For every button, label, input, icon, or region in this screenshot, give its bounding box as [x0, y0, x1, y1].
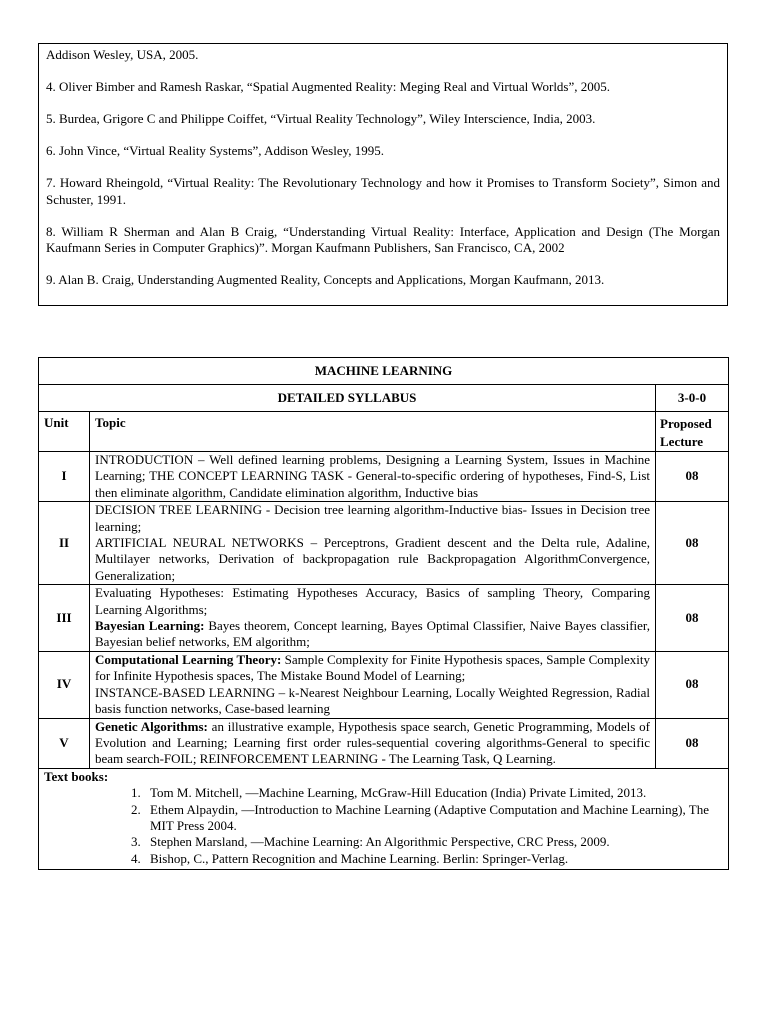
unit-number: II: [39, 502, 90, 585]
topic-heading: Computational Learning Theory:: [95, 651, 282, 667]
topic-paragraph: [95, 618, 650, 651]
reference-item: Addison Wesley, USA, 2005.: [46, 47, 199, 62]
column-header-unit: Unit: [39, 412, 90, 452]
textbooks-list: [44, 785, 723, 867]
topic-paragraph: [95, 535, 650, 584]
lecture-count: 08: [656, 718, 729, 768]
lecture-count: 08: [656, 502, 729, 585]
list-item: 2. Ethem Alpaydin, —Introduction to Machine Learning (Adaptive Computation and Machine Learning), The MIT Press 2004.: [144, 802, 723, 835]
references-box: [38, 43, 728, 306]
list-item: 1. Tom M. Mitchell, —Machine Learning, McGraw-Hill Education (India) Private Limited, 2013.: [144, 785, 723, 801]
topic-text: an illustrative example, Hypothesis space search, Genetic Programming, Models of Evolution and Learning; Learning first order rules-sequential covering algorithms-General to specific beam search-FOIL; REINFORCEMENT LEARNING - The Learning Task, Q Learning.: [95, 718, 650, 767]
unit-topic: [90, 585, 656, 652]
credits: 3-0-0: [656, 385, 729, 412]
table-row: [39, 651, 729, 718]
unit-number: IV: [39, 651, 90, 718]
topic-paragraph: [95, 502, 650, 535]
syllabus-table: [38, 357, 729, 870]
table-row: [39, 502, 729, 585]
reference-item: 7. Howard Rheingold, “Virtual Reality: The Revolutionary Technology and how it Promises to Transform Society”, Simon and Schuster, 1991.: [46, 175, 720, 207]
topic-text: INTRODUCTION – Well defined learning problems, Designing a Learning System, Issues in Machine Learning; THE CONCEPT LEARNING TASK - General-to-specific ordering of hypotheses, Find-S, List then eliminate algorithm, Candidate elimination algorithm, Inductive bias: [95, 452, 650, 500]
unit-topic: [90, 502, 656, 585]
reference-item: 5. Burdea, Grigore C and Philippe Coiffet, “Virtual Reality Technology”, Wiley Interscience, India, 2003.: [46, 111, 596, 126]
column-header-lecture: Proposed Lecture: [656, 412, 729, 452]
reference-item: 9. Alan B. Craig, Understanding Augmented Reality, Concepts and Applications, Morgan Kaufmann, 2013.: [46, 272, 605, 287]
unit-topic: [90, 718, 656, 768]
reference-item: 6. John Vince, “Virtual Reality Systems”, Addison Wesley, 1995.: [46, 143, 385, 158]
textbooks-title: Text books:: [44, 768, 109, 784]
topic-heading: Genetic Algorithms:: [95, 718, 208, 734]
unit-number: I: [39, 452, 90, 502]
topic-paragraph: [95, 652, 650, 685]
textbooks-section: [39, 768, 729, 869]
topic-paragraph: [95, 685, 650, 718]
course-title: MACHINE LEARNING: [39, 358, 729, 385]
topic-text: Evaluating Hypotheses: Estimating Hypotheses Accuracy, Basics of sampling Theory, Comparing Learning Algorithms;: [95, 585, 650, 617]
unit-number: III: [39, 585, 90, 652]
topic-heading: Bayesian Learning:: [95, 618, 205, 634]
lecture-count: 08: [656, 452, 729, 502]
table-row: [39, 585, 729, 652]
topic-text: ARTIFICIAL NEURAL NETWORKS – Perceptrons, Gradient descent and the Delta rule, Adaline, Multilayer networks, Derivation of backpropagation rule Backpropagation AlgorithmConvergence, Generalization;: [95, 535, 650, 583]
topic-paragraph: [95, 585, 650, 618]
topic-paragraph: [95, 719, 650, 768]
topic-paragraph: [95, 452, 650, 501]
list-item: 4. Bishop, C., Pattern Recognition and Machine Learning. Berlin: Springer-Verlag.: [144, 851, 723, 867]
unit-topic: [90, 452, 656, 502]
list-item: 3. Stephen Marsland, —Machine Learning: An Algorithmic Perspective, CRC Press, 2009.: [144, 834, 723, 850]
unit-topic: [90, 651, 656, 718]
lecture-count: 08: [656, 651, 729, 718]
topic-text: DECISION TREE LEARNING - Decision tree learning algorithm-Inductive bias- Issues in Decision tree learning;: [95, 502, 650, 534]
table-row: [39, 452, 729, 502]
topic-text: Bayes theorem, Concept learning, Bayes Optimal Classifier, Naive Bayes classifier, Bayesian belief networks, EM algorithm;: [95, 618, 650, 650]
unit-number: V: [39, 718, 90, 768]
reference-item: 8. William R Sherman and Alan B Craig, “Understanding Virtual Reality: Interface, Application and Design (The Morgan Kaufmann Series in Computer Graphics)”. Morgan Kaufmann Publishers, San Francisco, CA, 2002: [46, 223, 720, 255]
syllabus-subtitle: DETAILED SYLLABUS: [39, 385, 656, 412]
topic-text: Sample Complexity for Finite Hypothesis spaces, Sample Complexity for Infinite Hypothesis spaces, The Mistake Bound Model of Learning;: [95, 651, 651, 684]
column-header-topic: Topic: [90, 412, 656, 452]
lecture-count: 08: [656, 585, 729, 652]
reference-item: 4. Oliver Bimber and Ramesh Raskar, “Spatial Augmented Reality: Meging Real and Virtual Worlds”, 2005.: [46, 79, 611, 94]
table-row: [39, 718, 729, 768]
topic-text: INSTANCE-BASED LEARNING – k-Nearest Neighbour Learning, Locally Weighted Regression, Radial basis function networks, Case-based learning: [95, 684, 650, 717]
